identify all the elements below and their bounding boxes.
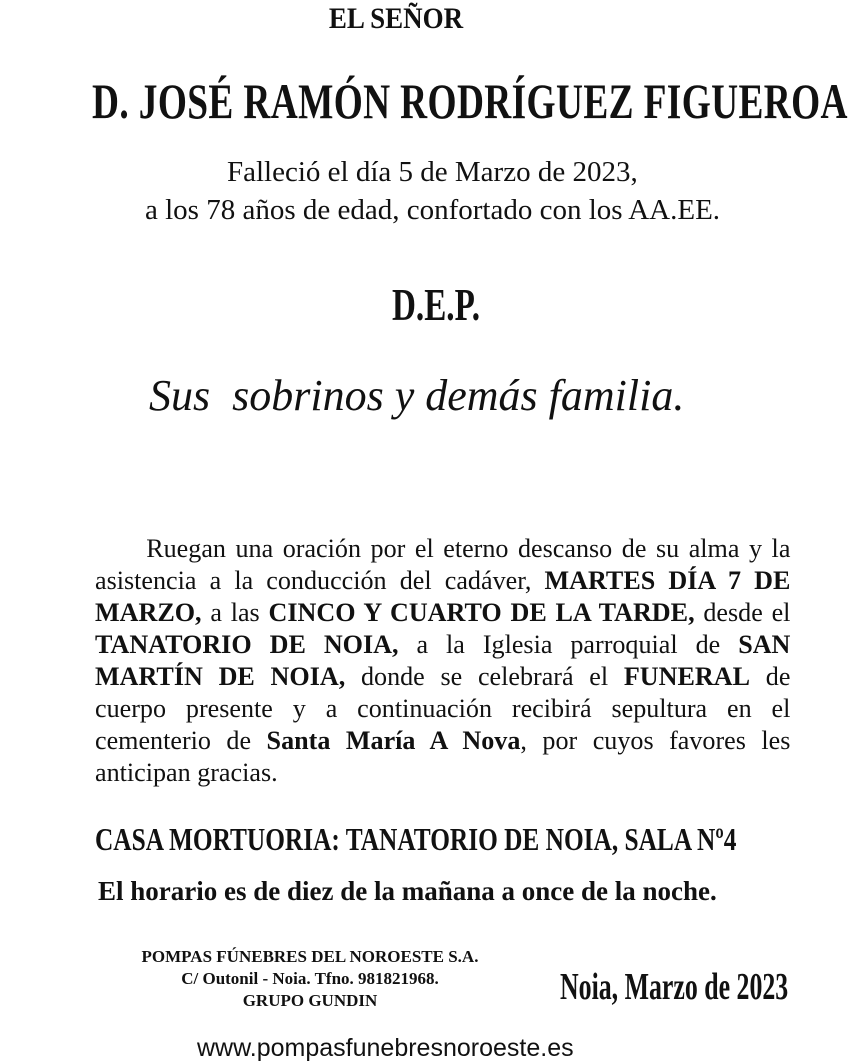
cemetery-name: Santa María A Nova <box>266 725 521 755</box>
rip-abbreviation: D.E.P. <box>392 279 481 330</box>
website <box>197 1034 574 1063</box>
death-line-1: Falleció el día 5 de Marzo de 2023, <box>227 156 638 188</box>
paragraph-text-3: desde el <box>694 597 791 627</box>
paragraph-text-4: a la Iglesia parroquial de <box>398 629 739 659</box>
paragraph-text-5: donde se celebrará el <box>345 661 624 691</box>
paragraph-text-1: Ruegan una oración por el eterno descanso de su alma y la asistencia a la conducción del cadáver, <box>95 533 791 595</box>
funeral-home-address: C/ Outonil - Noia. Tfno. 981821968. <box>181 969 439 988</box>
paragraph-text-6: de cuerpo presente y a continuación recibirá sepultura en el cementerio de <box>95 661 791 755</box>
casa-mortuoria: CASA MORTUORIA: TANATORIO DE NOIA, SALA Nº4 <box>95 821 737 857</box>
funeral-day: MARTES DÍA 7 DE MARZO, <box>95 565 791 627</box>
church-name: SAN MARTÍN DE NOIA, <box>95 629 791 691</box>
death-line-2: a los 78 años de edad, confortado con los AA.EE. <box>145 194 721 226</box>
place-date: Noia, Marzo de 2023 <box>560 966 789 1008</box>
funeral-home-name: POMPAS FÚNEBRES DEL NOROESTE S.A. <box>141 947 479 966</box>
paragraph-text-7: , por cuyos favores les anticipan gracias. <box>95 725 791 787</box>
visiting-hours: El horario es de diez de la mañana a once de la noche. <box>98 876 717 906</box>
deceased-name: D. JOSÉ RAMÓN RODRÍGUEZ FIGUEROA <box>92 73 848 129</box>
paragraph-text-2: a las <box>201 597 269 627</box>
funeral-word: FUNERAL <box>623 661 751 691</box>
funeral-paragraph <box>95 532 790 788</box>
heading: EL SEÑOR <box>328 2 464 35</box>
funeral-time: CINCO Y CUARTO DE LA TARDE, <box>268 597 695 627</box>
website-link[interactable]: www.pompasfunebresnoroeste.es <box>197 1034 574 1062</box>
funeral-home-block <box>95 946 525 1012</box>
family-line: Sus sobrinos y demás familia. <box>149 371 685 420</box>
funeral-home-group: GRUPO GUNDIN <box>242 991 378 1010</box>
departure-place: TANATORIO DE NOIA, <box>95 629 399 659</box>
